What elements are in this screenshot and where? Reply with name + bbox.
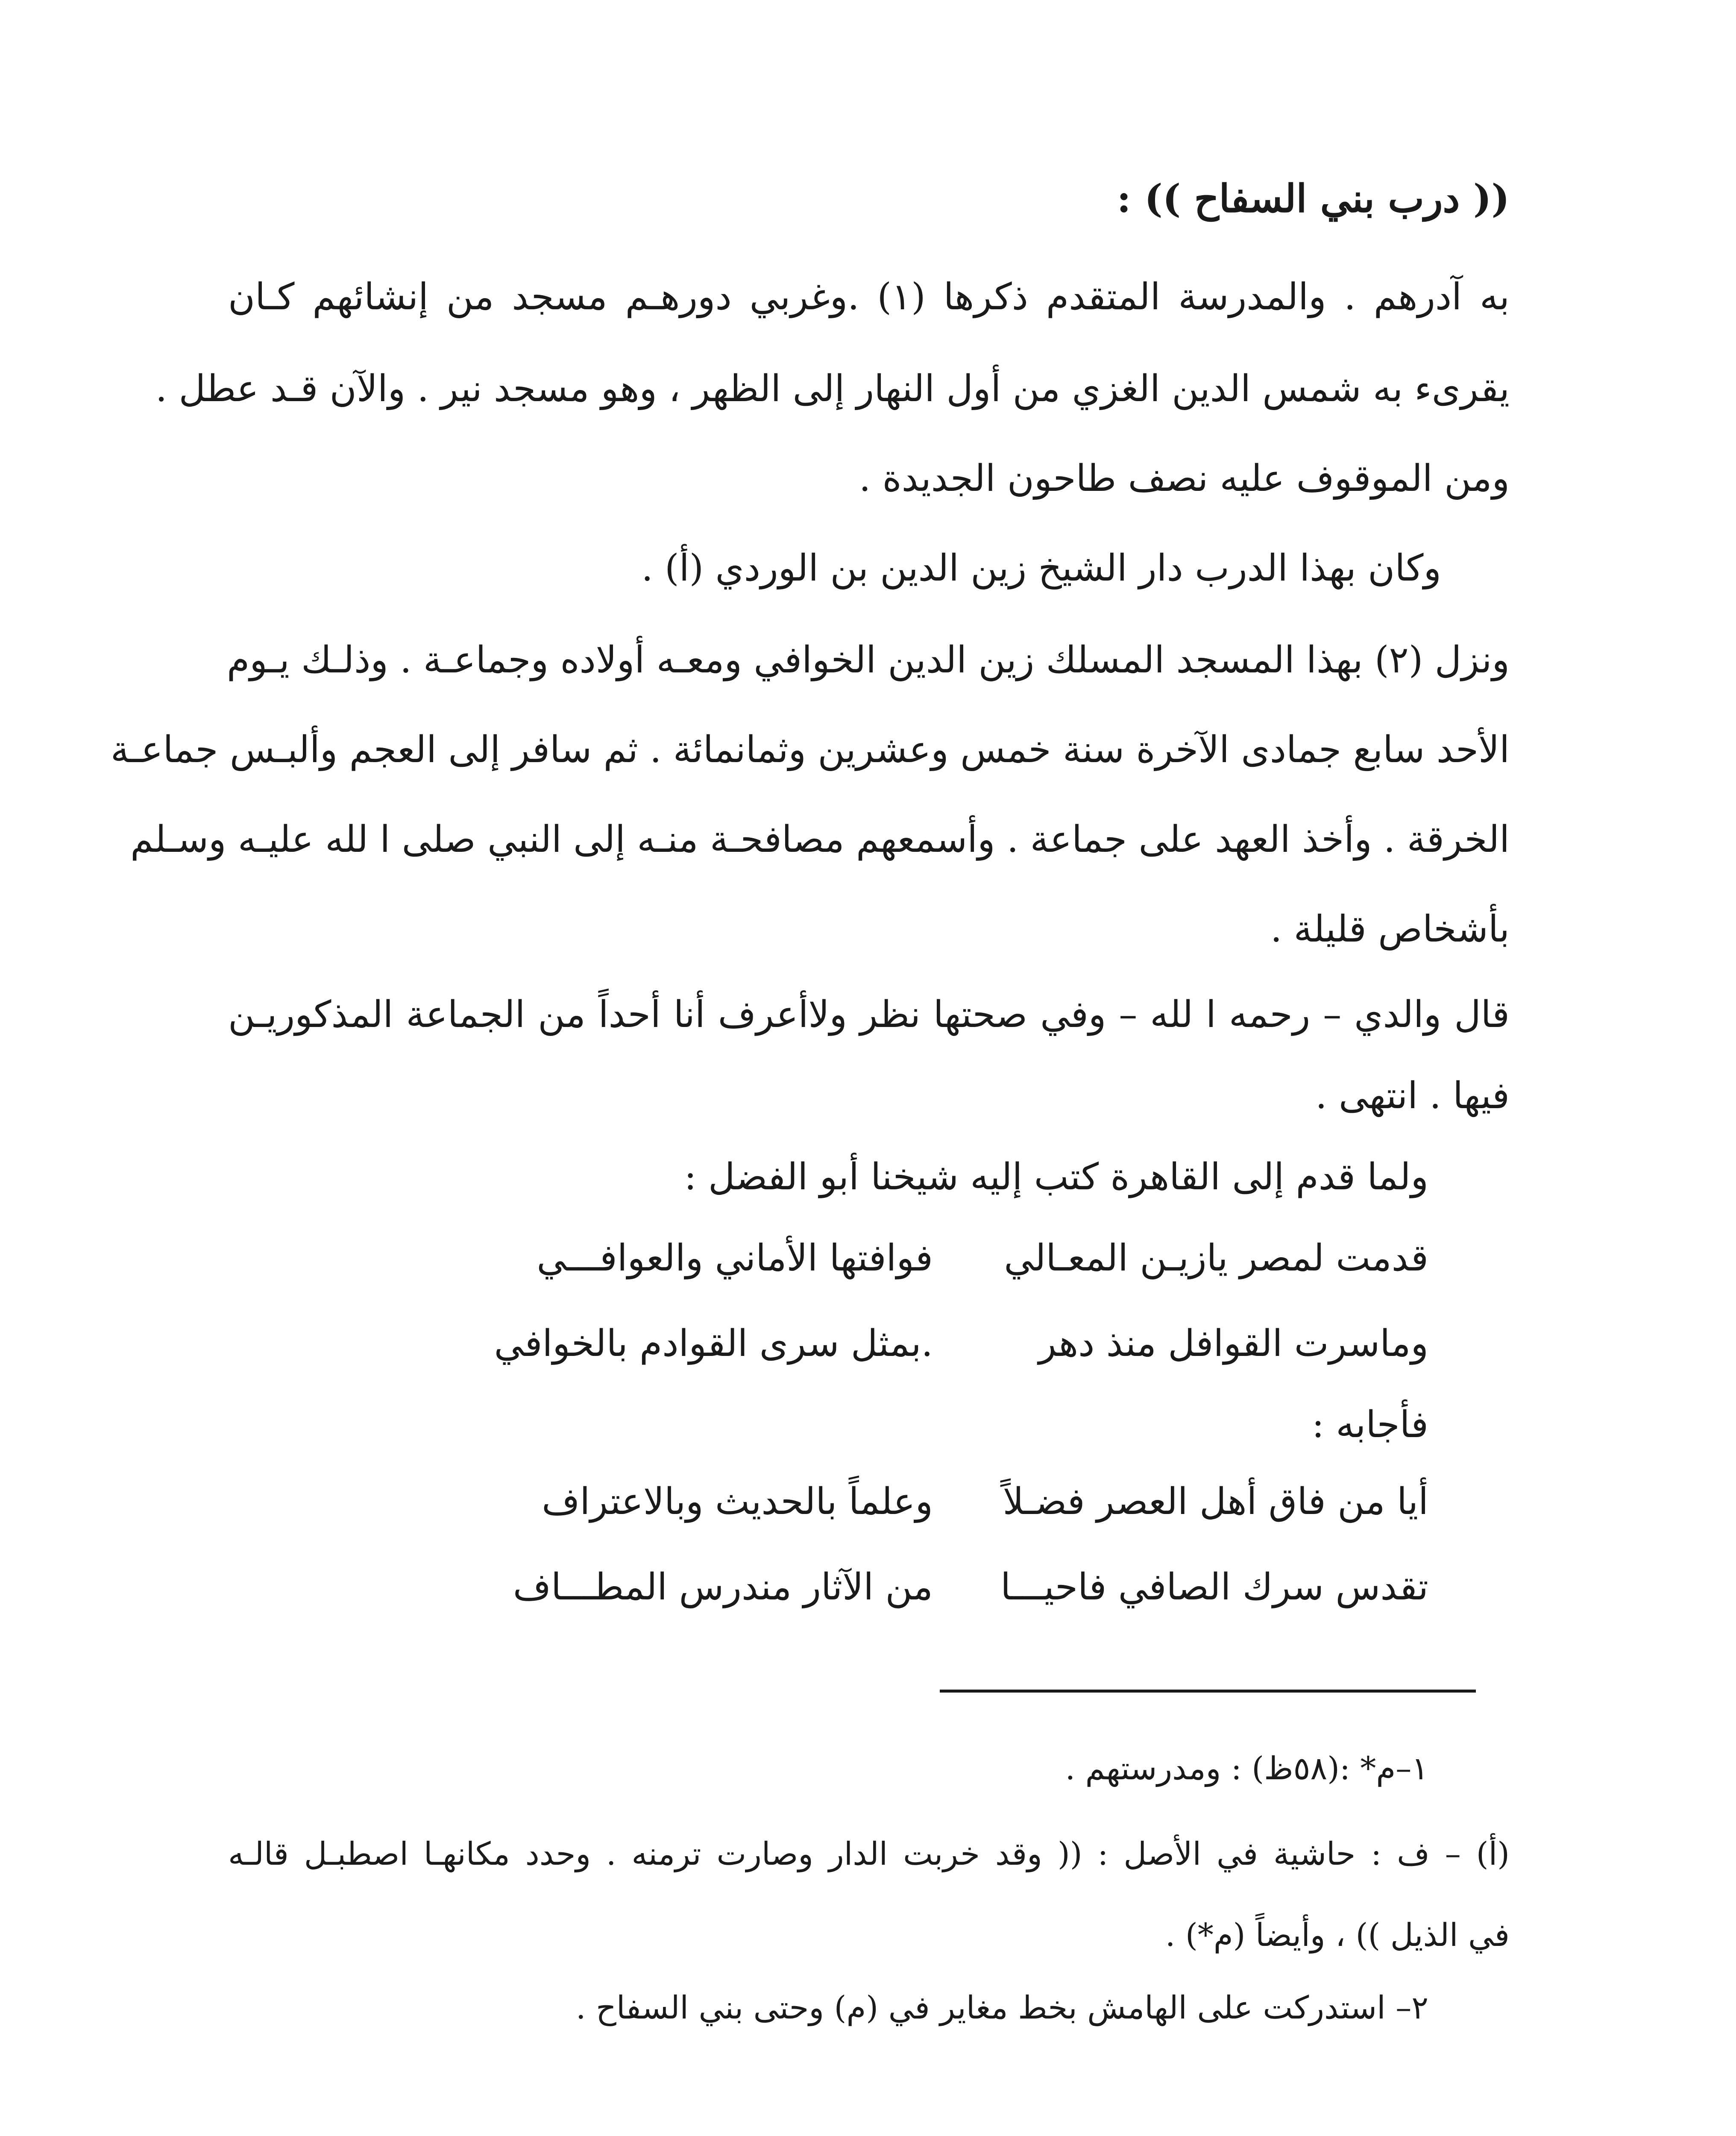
paragraph-4-line-2: فيها . انتهى . — [1315, 1074, 1510, 1117]
footnote-2: ٢– استدركت على الهامش بخط مغاير في (م) وحتى بني السفاح . — [576, 1989, 1428, 2026]
footnote-1: ١–م* :(٥٨ظ) : ومدرستهم . — [1065, 1750, 1428, 1787]
paragraph-1-line-3: ومن الموقوف عليه نصف طاحون الجديدة . — [859, 457, 1510, 500]
paragraph-3-line-1: ونزل (٢) بهذا المسجد المسلك زين الدين الخوافي ومعـه أولاده وجماعـة . وذلـك يـوم — [227, 639, 1510, 681]
reply-label: فأجابه : — [1311, 1403, 1428, 1446]
verse-3-second-hemistich: وعلماً بالحديث وبالاعتراف — [542, 1480, 933, 1523]
footnote-a-line-1: (أ) – ف : حاشية في الأصل : (( وقد خربت الدار وصارت ترمنه . وحدد مكانهـا اصطبـل قالـه — [228, 1836, 1510, 1872]
paragraph-5-line-1: ولما قدم إلى القاهرة كتب إليه شيخنا أبو الفضل : — [684, 1156, 1428, 1198]
paragraph-3-line-2: الأحد سابع جمادى الآخرة سنة خمس وعشرين وثمانمائة . ثم سافر إلى العجم وألبـس جماعـة — [110, 728, 1510, 771]
verse-2-first-hemistich: وماسرت القوافل منذ دهر — [1038, 1322, 1428, 1365]
paragraph-2-line-1: وكان بهذا الدرب دار الشيخ زين الدين بن الوردي (أ) . — [641, 547, 1441, 590]
paragraph-4-line-1: قال والدي – رحمه ا لله – وفي صحتها نظر ولاأعرف أنا أحداً من الجماعة المذكوريـن — [228, 993, 1510, 1036]
paragraph-1-line-2: يقرىء به شمس الدين الغزي من أول النهار إلى الظهر ، وهو مسجد نير . والآن قـد عطل . — [155, 367, 1510, 410]
verse-2-second-hemistich: .بمثل سرى القوادم بالخوافي — [494, 1322, 933, 1365]
verse-3-first-hemistich: أيا من فاق أهل العصر فضـلاً — [1003, 1480, 1428, 1523]
paragraph-1-line-1: به آدرهم . والمدرسة المتقدم ذكرها (١) .وغربي دورهـم مسجد من إنشائهم كـان — [228, 276, 1510, 318]
footnote-separator — [940, 1690, 1476, 1693]
verse-1-first-hemistich: قدمت لمصر يازيـن المعـالي — [1004, 1237, 1428, 1279]
verse-4-first-hemistich: تقدس سرك الصافي فاحيـــا — [1000, 1566, 1428, 1608]
paragraph-3-line-3: الخرقة . وأخذ العهد على جماعة . وأسمعهم مصافحـة منـه إلى النبي صلى ا لله عليـه وسـلم — [130, 818, 1510, 861]
footnote-a-line-2: في الذيل )) ، وأيضاً (م*) . — [1165, 1917, 1510, 1954]
paragraph-3-line-4: بأشخاص قليلة . — [1270, 908, 1510, 951]
section-heading: (( درب بني السفاح )) : — [1117, 176, 1510, 221]
verse-4-second-hemistich: من الآثار مندرس المطـــاف — [513, 1566, 933, 1608]
verse-1-second-hemistich: فوافتها الأماني والعوافـــي — [537, 1237, 933, 1279]
